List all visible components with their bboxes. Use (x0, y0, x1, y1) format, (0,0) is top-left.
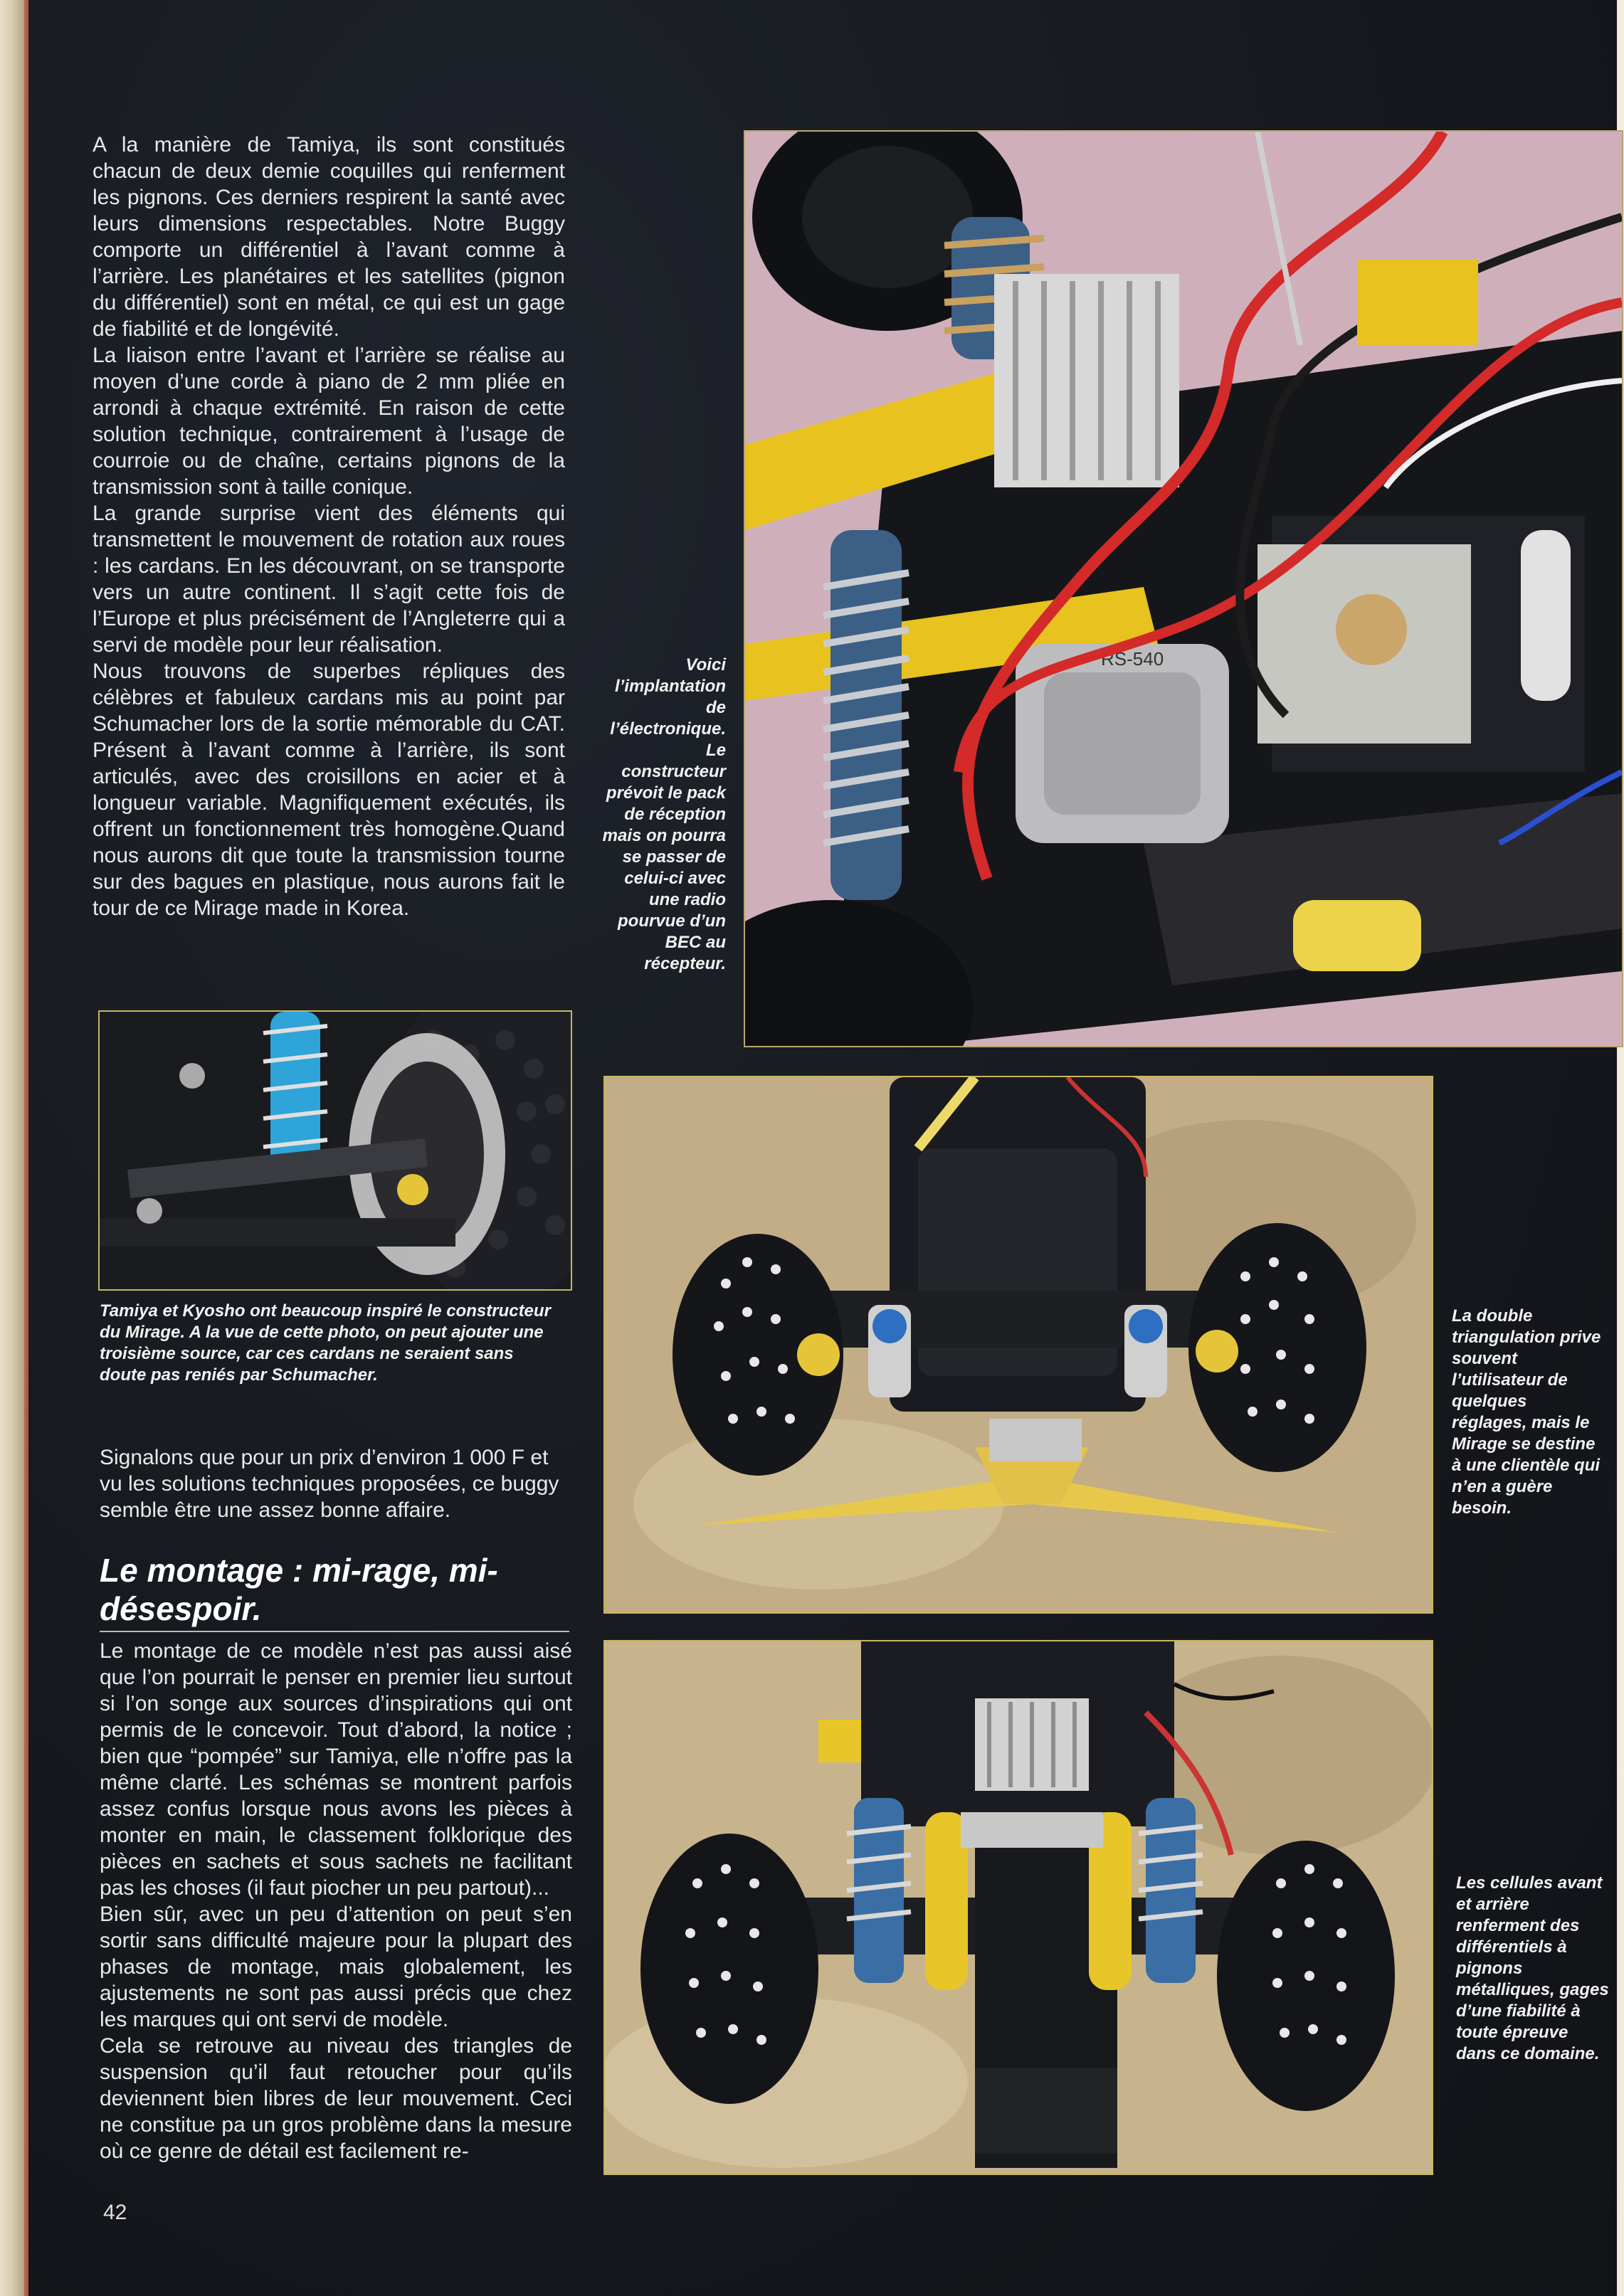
article-column-2 (100, 1638, 572, 2164)
section-headline: Le montage : mi-rage, mi-désespoir. (100, 1552, 498, 1627)
front-view-image (605, 1077, 1432, 1612)
photo-electronics (744, 130, 1623, 1047)
paragraph-attention: Bien sûr, avec un peu d’attention on peut s’en sortir sans difficulté majeure pour la plupart des phases de montage, mais globalement, les ajustements ne sont pas aussi précis que chez les marques qui ont servi de modèle. (100, 1903, 572, 2031)
electronics-image (745, 132, 1622, 1046)
article-column-1 (93, 132, 565, 921)
caption-electronics: Voici l’implantation de l’électronique. Le constructeur prévoit le pack de réception mais on pourra se passer de celui-ci avec une radio pourvue d’un BEC au récepteur. (602, 655, 726, 973)
photo-rear-view (603, 1640, 1433, 2175)
paragraph-montage: Le montage de ce modèle n’est pas aussi aisé que l’on pourrait le penser en premier lieu surtout si l’on songe aux sources d’inspirations qui ont permis de le concevoir. Tout d’abord, la notice ; bien que “pompée” sur Tamiya, elle n’offre pas la même clarté. Les schémas se montrent parfois assez confus lorsque nous avons les pièces à monter en main, le classement folklorique des pièces en sachets et sous sachets ne facilitant pas les choses (il faut piocher un peu partout)... (100, 1639, 572, 1900)
headline-rule (100, 1631, 569, 1632)
photo-cardans (98, 1010, 572, 1291)
paragraph-price: Signalons que pour un prix d’environ 1 000 F et vu les solutions techniques proposées, ce buggy semble être une assez bonne affaire. (100, 1446, 559, 1522)
cardans-image (100, 1012, 571, 1289)
paragraph-triangles: Cela se retrouve au niveau des triangles de suspension qu’il faut retoucher pour qu’ils deviennent bien libres de leur mouvement. Ceci ne constitue pa un gros problème dans la mesure où ce genre de détail est facilement re- (100, 2034, 572, 2163)
caption-cardans: Tamiya et Kyosho ont beaucoup inspiré le constructeur du Mirage. A la vue de cette photo, on peut ajouter une troisième source, car ces cardans ne seraient sans doute pas reniés par Schumacher. (100, 1301, 551, 1385)
page-number: 42 (103, 2201, 127, 2224)
caption-triangulation: La double triangulation prive souvent l’utilisateur de quelques réglages, mais le Mirage se destine à une clientèle qui n’en a guère besoin. (1452, 1306, 1601, 1518)
rear-view-image (605, 1641, 1432, 2174)
photo-front-view (603, 1076, 1433, 1614)
paragraph-schumacher: Nous trouvons de superbes répliques des célèbres et fabuleux cardans mis au point par Schumacher lors de la sortie mémorable du CAT. Présent à l’avant comme à l’arrière, ils sont articulés, avec des croisillons en acier et à longueur variable. Magnifiquement exécutés, ils offrent un fonctionnement très homogène.Quand nous aurons dit que toute la transmission tourne sur des bagues en plastique, nous aurons fait le tour de ce Mirage made in Korea. (93, 660, 565, 920)
paragraph-cardans: La grande surprise vient des éléments qui transmettent le mouvement de rotation aux roues : les cardans. En les découvrant, on se transporte vers un autre continent. Il s’agit cette fois de l’Europe et plus précisément de l’Angleterre qui a servi de modèle pour leur réalisation. (93, 502, 565, 657)
motor-label: RS-540 (1101, 648, 1164, 670)
paragraph-differentials: A la manière de Tamiya, ils sont constitués chacun de deux demie coquilles qui renferment les pignons. Ces derniers respirent la santé avec leurs dimensions respectables. Notre Buggy comporte un différentiel à l’avant comme à l’arrière. Les planétaires et les satellites (pignon du différentiel) sont en métal, ce qui est un gage de fiabilité et de longévité. (93, 133, 565, 341)
price-paragraph-block (100, 1444, 572, 1523)
paragraph-liaison: La liaison entre l’avant et l’arrière se réalise au moyen d’une corde à piano de 2 mm pliée en arrondi à chaque extrémité. En raison de cette solution technique, contrairement à l’usage de courroie ou de chaîne, certains pignons de la transmission sont à taille conique. (93, 344, 565, 499)
caption-cells: Les cellules avant et arrière renferment des différentiels à pignons métalliques, gages d’une fiabilité à toute épreuve dans ce domaine. (1456, 1873, 1609, 2063)
